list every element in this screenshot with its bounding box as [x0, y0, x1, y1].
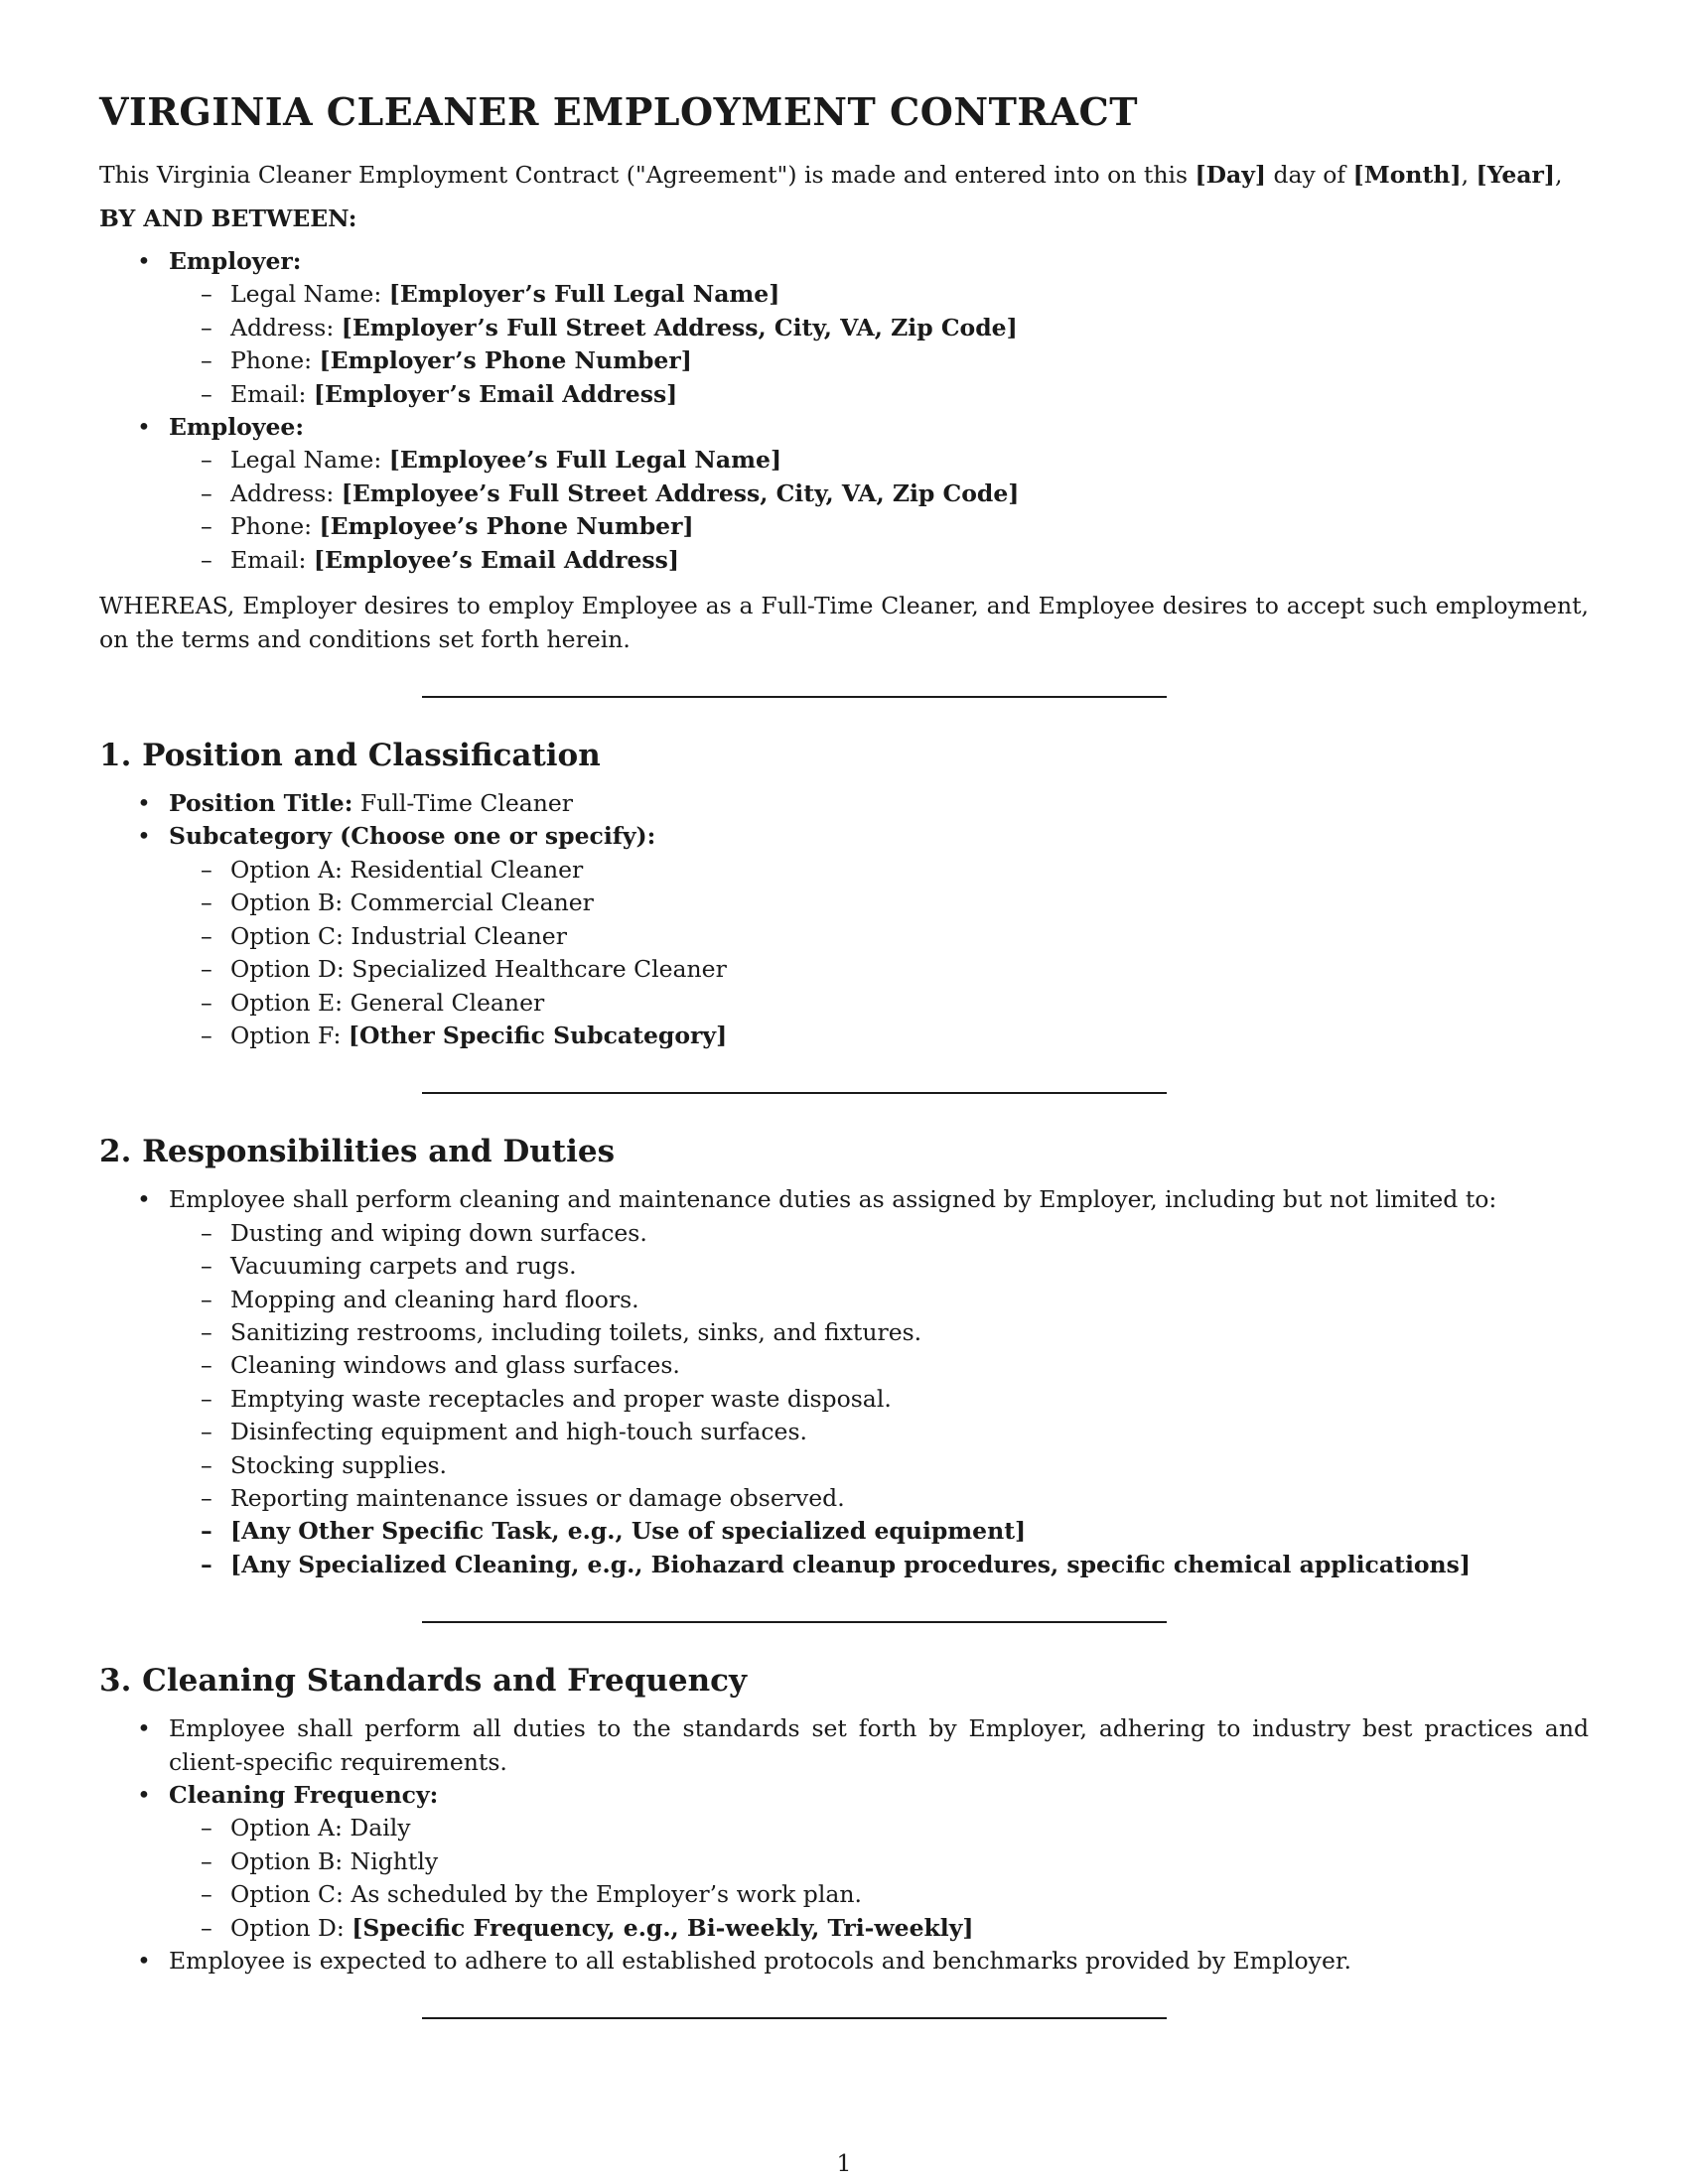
frequency-option-d	[201, 1912, 1589, 1945]
section-1-heading: 1. Position and Classification	[99, 738, 601, 774]
subcategory-option: – Option B: Commercial Cleaner	[201, 887, 1589, 919]
position-title-item	[129, 787, 1589, 820]
page-number: 1	[836, 2149, 852, 2177]
party-employee	[129, 411, 1589, 577]
field-value: [Employer’s Email Address]	[313, 379, 678, 408]
section-divider	[422, 2017, 1167, 2019]
standards-item: • Employee shall perform all duties to the standards set forth by Employer, adhering to industry best practices and client-specific requirements.	[129, 1712, 1589, 1779]
frequency-option: – Option A: Daily	[201, 1812, 1589, 1844]
field-value: [Employee’s Full Street Address, City, VA, Zip Code]	[341, 478, 1020, 507]
employee-address	[201, 478, 1589, 510]
field-value: [Employee’s Full Legal Name]	[388, 446, 782, 475]
duty-item-special: – [Any Other Specific Task, e.g., Use of specialized equipment]	[201, 1515, 1589, 1548]
employee-fields	[169, 444, 1589, 577]
employer-address	[201, 312, 1589, 344]
field-value: [Employee’s Email Address]	[313, 545, 680, 574]
whereas-paragraph: WHEREAS, Employer desires to employ Employee as a Full-Time Cleaner, and Employee desires to accept such employment, on the terms and conditions set forth herein.	[99, 592, 1589, 654]
duty-item: – Mopping and cleaning hard floors.	[201, 1284, 1589, 1316]
frequency-option: – Option C: As scheduled by the Employer’s work plan.	[201, 1878, 1589, 1911]
intro-text-end: ,	[1555, 161, 1563, 189]
field-label: Address:	[230, 478, 342, 507]
party-employer	[129, 245, 1589, 411]
frequency-label: Cleaning Frequency:	[169, 1781, 439, 1809]
duty-item: – Dusting and wiping down surfaces.	[201, 1217, 1589, 1250]
intro-paragraph	[99, 158, 1589, 192]
employer-legal-name	[201, 278, 1589, 311]
duty-item: – Vacuuming carpets and rugs.	[201, 1250, 1589, 1283]
intro-text-sep: ,	[1461, 161, 1477, 189]
duties-lead: Employee shall perform cleaning and maintenance duties as assigned by Employer, including but not limited to:	[169, 1185, 1497, 1214]
option-f-label: Option F:	[230, 1021, 349, 1049]
parties-list	[99, 245, 1589, 577]
field-label: Legal Name:	[230, 280, 389, 309]
employee-email	[201, 544, 1589, 577]
position-title-label: Position Title:	[169, 789, 353, 818]
duties-item	[129, 1183, 1589, 1581]
subcategory-item	[129, 820, 1589, 1052]
section-2-heading: 2. Responsibilities and Duties	[99, 1134, 616, 1170]
subcategory-options	[169, 854, 1589, 1052]
field-label: Email:	[230, 379, 314, 408]
intro-day-placeholder: [Day]	[1195, 161, 1267, 189]
between-heading: BY AND BETWEEN:	[99, 205, 357, 232]
employer-fields	[169, 278, 1589, 411]
subcategory-option: – Option D: Specialized Healthcare Cleaner	[201, 953, 1589, 986]
frequency-item	[129, 1779, 1589, 1945]
duty-item: – Disinfecting equipment and high-touch surfaces.	[201, 1416, 1589, 1448]
intro-text-mid: day of	[1266, 161, 1353, 189]
section-3-list	[99, 1712, 1589, 1978]
option-d-value: [Specific Frequency, e.g., Bi-weekly, Tri-weekly]	[352, 1913, 974, 1942]
duty-item: – Sanitizing restrooms, including toilets, sinks, and fixtures.	[201, 1316, 1589, 1349]
subcategory-label: Subcategory (Choose one or specify):	[169, 822, 656, 851]
frequency-option: – Option B: Nightly	[201, 1845, 1589, 1878]
field-label: Phone:	[230, 346, 320, 375]
option-d-label: Option D:	[230, 1913, 352, 1942]
field-value: [Employer’s Phone Number]	[319, 346, 692, 375]
employer-email	[201, 378, 1589, 411]
intro-text-start: This Virginia Cleaner Employment Contract ("Agreement") is made and entered into on this	[99, 161, 1196, 189]
field-label: Phone:	[230, 512, 320, 541]
employee-legal-name	[201, 444, 1589, 477]
field-value: [Employer’s Full Legal Name]	[388, 280, 780, 309]
section-divider	[422, 1621, 1167, 1623]
position-title-value: Full-Time Cleaner	[352, 789, 574, 818]
field-label: Legal Name:	[230, 446, 389, 475]
protocols-item: • Employee is expected to adhere to all established protocols and benchmarks provided by Employer.	[129, 1945, 1589, 1978]
field-value: [Employer’s Full Street Address, City, VA, Zip Code]	[341, 313, 1018, 341]
duties-list	[169, 1217, 1589, 1581]
section-3-heading: 3. Cleaning Standards and Frequency	[99, 1663, 748, 1700]
frequency-options	[169, 1812, 1589, 1945]
field-value: [Employee’s Phone Number]	[319, 512, 694, 541]
intro-year-placeholder: [Year]	[1476, 161, 1556, 189]
subcategory-option: – Option A: Residential Cleaner	[201, 854, 1589, 887]
party-employer-label: Employer:	[169, 247, 302, 275]
section-2-list	[99, 1183, 1589, 1581]
document-page	[99, 79, 1589, 2019]
employer-phone	[201, 344, 1589, 377]
duty-item: – Reporting maintenance issues or damage observed.	[201, 1482, 1589, 1515]
employee-phone	[201, 510, 1589, 543]
field-label: Address:	[230, 313, 342, 341]
duty-item: – Cleaning windows and glass surfaces.	[201, 1349, 1589, 1382]
field-label: Email:	[230, 545, 314, 574]
duty-item-special: – [Any Specialized Cleaning, e.g., Biohazard cleanup procedures, specific chemical applications]	[201, 1549, 1589, 1581]
subcategory-option-f	[201, 1020, 1589, 1052]
subcategory-option: – Option C: Industrial Cleaner	[201, 920, 1589, 953]
document-title: VIRGINIA CLEANER EMPLOYMENT CONTRACT	[99, 89, 1138, 134]
duty-item: – Stocking supplies.	[201, 1449, 1589, 1482]
intro-month-placeholder: [Month]	[1352, 161, 1462, 189]
section-divider	[422, 1092, 1167, 1094]
section-1-list	[99, 787, 1589, 1052]
duty-item: – Emptying waste receptacles and proper waste disposal.	[201, 1383, 1589, 1416]
subcategory-option: – Option E: General Cleaner	[201, 987, 1589, 1020]
option-f-value: [Other Specific Subcategory]	[348, 1021, 728, 1049]
party-employee-label: Employee:	[169, 413, 305, 442]
section-divider	[422, 696, 1167, 698]
